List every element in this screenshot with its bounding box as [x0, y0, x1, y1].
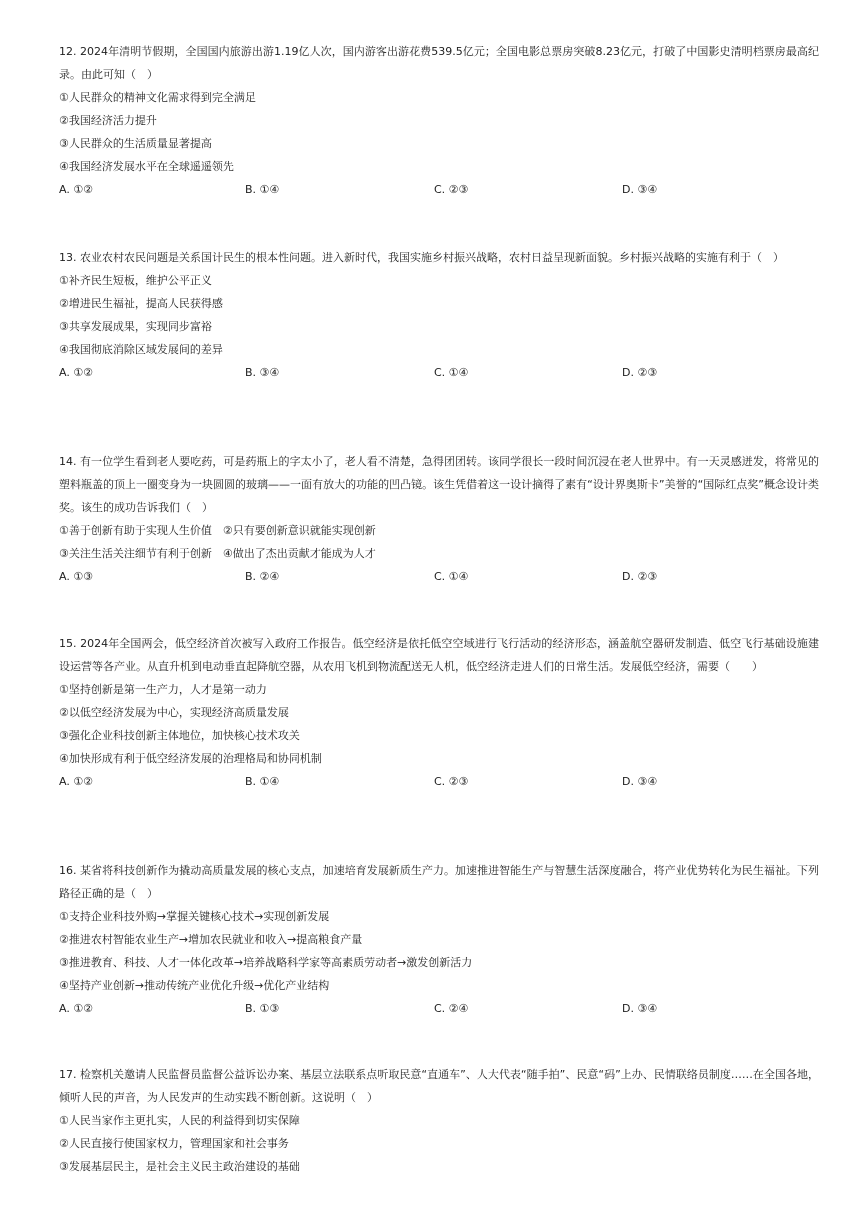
statement-2: ②我国经济活力提升 [59, 114, 157, 127]
choice-d[interactable]: D. ③④ [622, 183, 658, 196]
statement-4: ④我国经济发展水平在全球遥遥领先 [59, 160, 234, 173]
choice-d[interactable]: D. ③④ [622, 1002, 658, 1015]
statement-1-2: ①善于创新有助于实现人生价值 ②只有要创新意识就能实现创新 [59, 524, 376, 537]
question-stem: 14. 有一位学生看到老人要吃药，可是药瓶上的字太小了，老人看不清楚，急得团团转。该同学很长一段时间沉浸在老人世界中。有一天灵感迸发，将常见的塑料瓶盖的顶上一圈变身为一块圆圆的玻璃——一面有放大的功能的凹凸镜。该生凭借着这一设计摘得了素有“设计界奥斯卡”美誉的“国际红点奖”概念设计类奖。该生的成功告诉我们（ ） [59, 455, 819, 514]
choice-c[interactable]: C. ①④ [434, 366, 469, 379]
choice-c[interactable]: C. ②③ [434, 183, 469, 196]
choice-a[interactable]: A. ①③ [59, 570, 94, 583]
question-stem: 13. 农业农村农民问题是关系国计民生的根本性问题。进入新时代，我国实施乡村振兴战略，农村日益呈现新面貌。乡村振兴战略的实施有利于（ ） [59, 251, 784, 264]
choice-a[interactable]: A. ①② [59, 366, 94, 379]
question-15 [59, 632, 819, 793]
choice-c[interactable]: C. ②③ [434, 775, 469, 788]
statement-1: ①支持企业科技外购→掌握关键核心技术→实现创新发展 [59, 910, 330, 923]
choice-a[interactable]: A. ①② [59, 775, 94, 788]
statement-3: ③强化企业科技创新主体地位，加快核心技术攻关 [59, 729, 300, 742]
choice-c[interactable]: C. ②④ [434, 1002, 469, 1015]
statement-2: ②推进农村智能农业生产→增加农民就业和收入→提高粮食产量 [59, 933, 363, 946]
statement-1: ①人民当家作主更扎实，人民的利益得到切实保障 [59, 1114, 300, 1127]
answer-choices [59, 178, 819, 201]
choice-b[interactable]: B. ①④ [245, 183, 280, 196]
answer-choices [59, 361, 819, 384]
choice-b[interactable]: B. ②④ [245, 570, 280, 583]
choice-d[interactable]: D. ②③ [622, 366, 658, 379]
statement-2: ②以低空经济发展为中心，实现经济高质量发展 [59, 706, 289, 719]
statement-2: ②增进民生福祉，提高人民获得感 [59, 297, 223, 310]
answer-choices [59, 565, 819, 588]
statement-4: ④加快形成有利于低空经济发展的治理格局和协同机制 [59, 752, 322, 765]
question-stem: 12. 2024年清明节假期，全国国内旅游出游1.19亿人次，国内游客出游花费539.5亿元；全国电影总票房突破8.23亿元，打破了中国影史清明档票房最高纪录。由此可知（ ） [59, 45, 819, 81]
statement-4: ④坚持产业创新→推动传统产业优化升级→优化产业结构 [59, 979, 330, 992]
choice-d[interactable]: D. ③④ [622, 775, 658, 788]
choice-d[interactable]: D. ②③ [622, 570, 658, 583]
choice-b[interactable]: B. ①③ [245, 1002, 280, 1015]
statement-4: ④我国彻底消除区域发展间的差异 [59, 343, 223, 356]
statement-3: ③共享发展成果，实现同步富裕 [59, 320, 212, 333]
question-stem: 17. 检察机关邀请人民监督员监督公益诉讼办案、基层立法联系点听取民意“直通车”、人大代表“随手拍”、民意“码”上办、民情联络员制度……在全国各地，倾听人民的声音，为人民发声的生动实践不断创新。这说明（ ） [59, 1068, 819, 1104]
answer-choices [59, 770, 819, 793]
choice-a[interactable]: A. ①② [59, 183, 94, 196]
choice-b[interactable]: B. ③④ [245, 366, 280, 379]
question-stem: 15. 2024年全国两会，低空经济首次被写入政府工作报告。低空经济是依托低空空域进行飞行活动的经济形态，涵盖航空器研发制造、低空飞行基础设施建设运营等各产业。从直升机到电动垂直起降航空器，从农用飞机到物流配送无人机，低空经济走进人们的日常生活。发展低空经济，需要（ ） [59, 637, 819, 673]
question-17 [59, 1063, 819, 1178]
statement-3-4: ③关注生活关注细节有利于创新 ④做出了杰出贡献才能成为人才 [59, 547, 376, 560]
statement-1: ①人民群众的精神文化需求得到完全满足 [59, 91, 256, 104]
statement-1: ①补齐民生短板，维护公平正义 [59, 274, 212, 287]
choice-c[interactable]: C. ①④ [434, 570, 469, 583]
choice-a[interactable]: A. ①② [59, 1002, 94, 1015]
statement-3: ③人民群众的生活质量显著提高 [59, 137, 212, 150]
choice-b[interactable]: B. ①④ [245, 775, 280, 788]
answer-choices [59, 997, 819, 1020]
statement-2: ②人民直接行使国家权力，管理国家和社会事务 [59, 1137, 289, 1150]
question-14 [59, 450, 819, 588]
question-13 [59, 246, 819, 384]
statement-1: ①坚持创新是第一生产力，人才是第一动力 [59, 683, 267, 696]
statement-3: ③推进教育、科技、人才一体化改革→培养战略科学家等高素质劳动者→激发创新活力 [59, 956, 473, 969]
statement-3: ③发展基层民主，是社会主义民主政治建设的基础 [59, 1160, 300, 1173]
question-stem: 16. 某省将科技创新作为撬动高质量发展的核心支点，加速培育发展新质生产力。加速推进智能生产与智慧生活深度融合，将产业优势转化为民生福祉。下列路径正确的是（ ） [59, 864, 819, 900]
question-16 [59, 859, 819, 1020]
question-12 [59, 40, 819, 201]
